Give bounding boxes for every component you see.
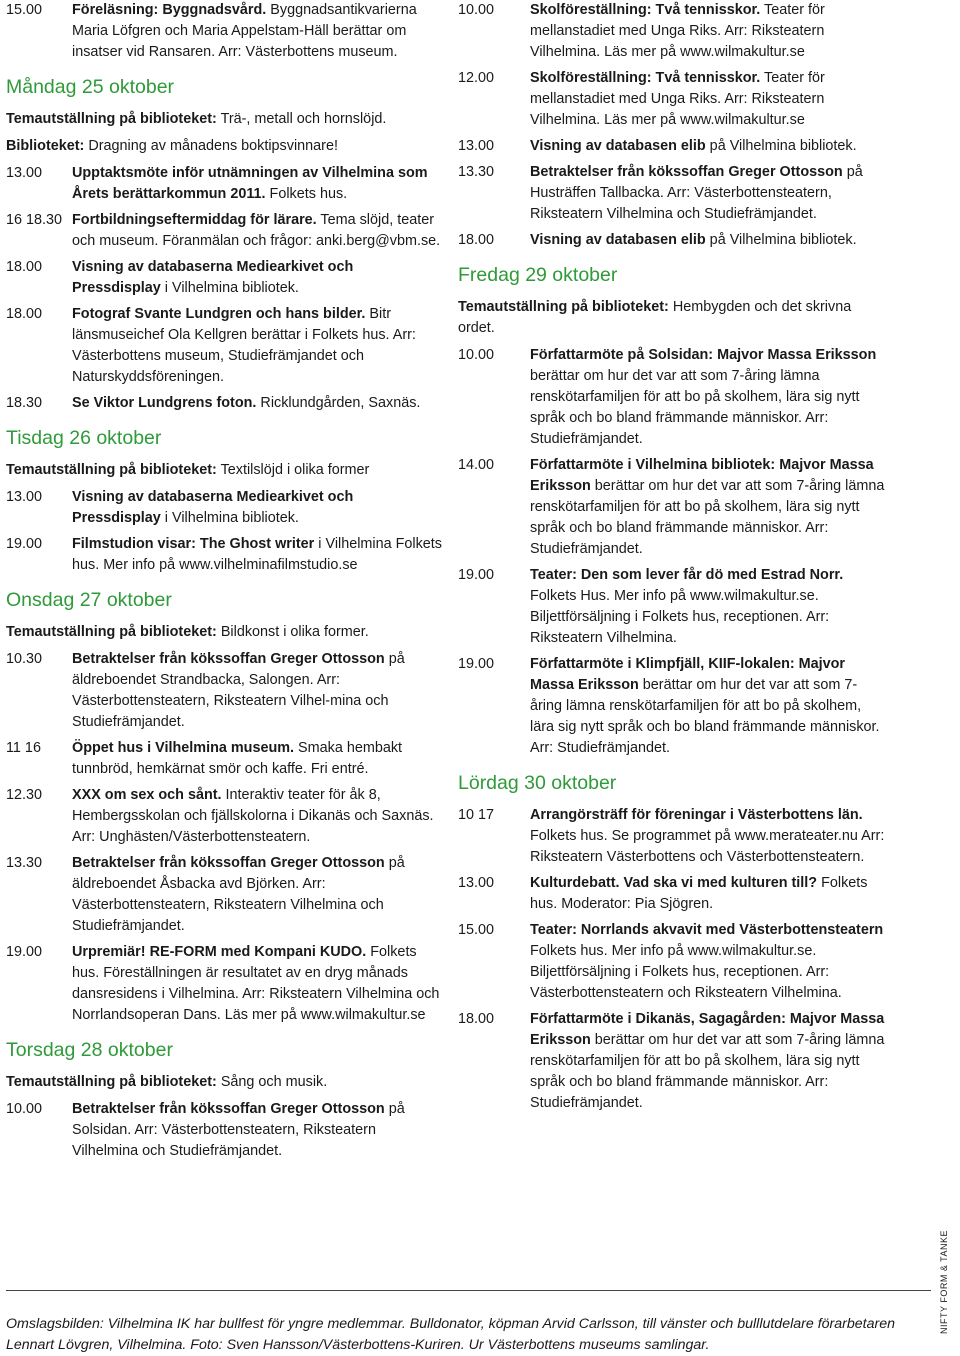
event-row [458,654,888,759]
event-list-tuesday [6,487,446,576]
event-title: Fotograf Svante Lundgren och hans bilder. [72,306,366,322]
cover-photo-caption: Omslagsbilden: Vilhelmina IK har bullfest för yngre medlemmar. Bulldonator, köpman Arvid Carlsson, till vänster och bulllutdelare förarbetaren Lennart Lövgren, Vilhelmina. Foto: Sven Hansson/Västerbottens-Kuriren. Ur Västerbottens museums samlingar. [6,1316,895,1354]
event-detail: berättar om hur det var att som 7-åring lämna renskötarfamiljen för att bo på skolhem, lära sig nytt språk och bo bland främmande människor. Arr: Studiefrämjandet. [530,1032,885,1111]
event-description [530,136,888,157]
event-description [72,534,446,576]
event-time: 19.00 [458,656,495,672]
event-description [530,345,888,450]
event-time: 19.00 [6,944,43,960]
event-detail: på Solsidan. Arr: Västerbottensteatern, Riksteatern Vilhelmina och Studiefrämjandet. [72,1101,405,1159]
event-time: 13.00 [458,875,495,891]
event-title: Arrangörsträff för föreningar i Västerbottens län. [530,807,863,823]
event-description [530,68,888,131]
library-note-monday [6,136,446,157]
day-heading-friday: Fredag 29 oktober [458,264,618,286]
event-list-friday [458,345,888,759]
event-description [72,649,446,733]
event-description [72,785,446,848]
event-detail: Teater för mellanstadiet med Unga Riks. Arr: Riksteatern Vilhelmina. Läs mer på www.wilmakultur.se [530,70,825,128]
event-title: Visning av databaserna Mediearkivet och Pressdisplay [72,489,354,526]
event-row [458,873,888,915]
event-title: Upptaktsmöte inför utnämningen av Vilhelmina som Årets berättarkommun 2011. [72,165,428,202]
event-description [530,805,888,868]
day-heading-wednesday: Onsdag 27 oktober [6,589,172,611]
event-time: 10.00 [458,347,495,363]
event-time: 13.00 [458,138,495,154]
event-detail: Folkets Hus. Mer info på www.wilmakultur.se. Biljettförsäljning i Folkets hus, receptionen. Arr: Riksteatern Vilhelmina. [530,588,830,646]
event-description [72,257,446,299]
event-row [458,230,888,251]
theme-exhibition-friday [458,297,888,339]
event-list-saturday [458,805,888,1114]
theme-label: Temautställning på biblioteket: [6,462,217,478]
event-title: Visning av databaserna Mediearkivet och Pressdisplay [72,259,354,296]
event-detail: Folkets hus. [265,186,348,202]
event-detail: Tema slöjd, teater och museum. Föranmälan och frågor: anki.berg@vbm.se. [72,212,441,249]
vertical-brand-text [935,1229,955,1340]
event-time: 13.00 [6,489,43,505]
event-row [6,304,446,388]
event-time: 15.00 [6,2,43,18]
event-description [72,210,446,252]
library-text: Dragning av månadens boktipsvinnare! [84,138,338,154]
event-detail: på äldreboendet Åsbacka avd Björken. Arr: Västerbottensteatern, Riksteatern Vilhelmina och Studiefrämjandet. [72,855,405,934]
event-row [6,393,446,414]
left-column [6,0,446,1167]
event-row [6,210,446,252]
event-description [72,163,446,205]
event-row [6,257,446,299]
event-title: Teater: Norrlands akvavit med Västerbottensteatern [530,922,884,938]
event-title: Teater: Den som lever får dö med Estrad Norr. [530,567,844,583]
event-description [530,0,888,63]
event-description [530,230,888,251]
event-description [530,654,888,759]
event-title: Visning av databasen elib [530,232,706,248]
day-heading-saturday: Lördag 30 oktober [458,772,617,794]
theme-text: Trä-, metall och hornslöjd. [216,111,387,127]
event-time: 18.30 [6,395,43,411]
theme-exhibition-monday [6,109,446,130]
event-description [530,565,888,649]
event-time: 10.00 [458,2,495,18]
brand-label: NIFTY FORM & TANKE [939,1229,949,1334]
event-time: 15.00 [458,922,495,938]
day-heading-monday: Måndag 25 oktober [6,76,175,98]
event-title: Filmstudion visar: The Ghost writer [72,536,315,552]
event-time: 13.30 [458,164,495,180]
event-time: 10.30 [6,651,43,667]
event-detail: berättar om hur det var att som 7-åring lämna renskötarfamiljen för att bo på skolhem, lära sig nytt språk och bo bland främmande människor. Arr: Studiefrämjandet. [530,478,885,557]
event-time: 14.00 [458,457,495,473]
event-row [6,534,446,576]
event-time: 13.00 [6,165,43,181]
theme-label: Temautställning på biblioteket: [6,624,217,640]
event-row [458,1009,888,1114]
theme-label: Temautställning på biblioteket: [6,111,217,127]
event-title: Visning av databasen elib [530,138,706,154]
event-row [6,649,446,733]
event-title: Öppet hus i Vilhelmina museum. [72,740,295,756]
event-row [458,345,888,450]
event-description [530,1009,888,1114]
event-description [530,873,888,915]
event-detail: berättar om hur det var att som 7-åring lämna renskötarfamiljen för att bo på skolhem, lära sig nytt språk och bo bland främmande människor. Arr: Studiefrämjandet. [530,677,880,756]
event-description [72,304,446,388]
event-title: Betraktelser från kökssoffan Greger Ottosson [530,164,843,180]
event-detail: Folkets hus. Mer info på www.wilmakultur.se. Biljettförsäljning i Folkets hus, receptionen. Arr: Västerbottensteatern och Riksteatern Vilhelmina. [530,943,842,1001]
event-description [72,738,446,780]
event-detail: Bitr länsmuseichef Ola Kellgren berättar i Folkets hus. Arr: Västerbottens museum, Studiefrämjandet och Naturskyddsföreningen. [72,306,416,385]
event-row [6,487,446,529]
event-time: 12.30 [6,787,43,803]
event-detail: Teater för mellanstadiet med Unga Riks. Arr: Riksteatern Vilhelmina. Läs mer på www.wilmakultur.se [530,2,825,60]
event-description [530,920,888,1004]
event-row [458,805,888,868]
event-row [6,942,446,1026]
right-column [458,0,888,1119]
event-detail: på Vilhelmina bibliotek. [705,138,857,154]
event-description [72,1099,446,1162]
event-row [458,136,888,157]
event-detail: Folkets hus. Se programmet på www.merateater.nu Arr: Riksteatern Västerbottens och Västerbottensteatern. [530,828,885,865]
event-title: XXX om sex och sånt. [72,787,222,803]
theme-exhibition-tuesday [6,460,446,481]
event-time: 18.00 [6,259,43,275]
event-row [6,785,446,848]
event-row [6,738,446,780]
event-list-thursday [6,1099,446,1162]
event-title: Fortbildningseftermiddag för lärare. [72,212,317,228]
footer-divider [6,1290,931,1291]
event-detail: berättar om hur det var att som 7-åring lämna renskötarfamiljen för att bo på skolhem, lära sig nytt språk och bo bland främmande människor. Arr: Studiefrämjandet. [530,368,860,447]
event-row [6,853,446,937]
event-description [72,487,446,529]
event-row [458,162,888,225]
event-time: 18.00 [458,232,495,248]
event-detail: Folkets hus. Moderator: Pia Sjögren. [530,875,868,912]
event-title: Urpremiär! RE-FORM med Kompani KUDO. [72,944,367,960]
event-description [72,942,446,1026]
event-title: Skolföreställning: Två tennisskor. [530,2,761,18]
event-time: 19.00 [6,536,43,552]
event-list-monday [6,163,446,414]
event-time: 18.00 [458,1011,495,1027]
event-row [6,1099,446,1162]
event-detail: på äldreboendet Strandbacka, Salongen. Arr: Västerbottensteatern, Riksteatern Vilhel-mina och Studiefrämjandet. [72,651,405,730]
event-detail: på Vilhelmina bibliotek. [705,232,857,248]
event-detail: Smaka hembakt tunnbröd, hemkärnat smör och kaffe. Fri entré. [72,740,403,777]
event-title: Föreläsning: Byggnadsvård. [72,2,267,18]
event-title: Författarmöte på Solsidan: Majvor Massa Eriksson [530,347,877,363]
event-title: Se Viktor Lundgrens foton. [72,395,257,411]
event-row [6,163,446,205]
event-time: 10 17 [458,807,495,823]
event-row [458,455,888,560]
theme-label: Temautställning på biblioteket: [6,1074,217,1090]
event-time: 16 18.30 [6,212,63,228]
event-description [530,162,888,225]
day-heading-thursday: Torsdag 28 oktober [6,1039,173,1061]
event-detail: på Husträffen Tallbacka. Arr: Västerbottensteatern, Riksteatern Vilhelmina och Studiefrämjandet. [530,164,863,222]
event-detail: i Vilhelmina Folkets hus. Mer info på www.vilhelminafilmstudio.se [72,536,442,573]
event-title: Kulturdebatt. Vad ska vi med kulturen till? [530,875,818,891]
event-description [530,455,888,560]
event-detail: Interaktiv teater för åk 8, Hembergsskolan och fjällskolorna i Dikanäs och Saxnäs. Arr: Unghästen/Västerbottensteatern. [72,787,434,845]
event-time: 11 16 [6,740,41,756]
theme-text: Hembygden och det skrivna ordet. [458,299,852,336]
event-title: Betraktelser från kökssoffan Greger Ottosson [72,1101,385,1117]
theme-text: Textilslöjd i olika former [216,462,370,478]
event-detail: i Vilhelmina bibliotek. [160,280,299,296]
event-row [458,920,888,1004]
event-title: Författarmöte i Klimpfjäll, KIIF-lokalen: Majvor Massa Eriksson [530,656,846,693]
event-title: Betraktelser från kökssoffan Greger Ottosson [72,855,385,871]
event-detail: Ricklundgården, Saxnäs. [256,395,421,411]
event-detail: Folkets hus. Föreställningen är resultatet av en dryg månads dansresidens i Vilhelmina. Arr: Riksteatern Vilhelmina och Norrlandsoperan Dans. Läs mer på www.wilmakultur.se [72,944,440,1023]
event-title: Författarmöte i Dikanäs, Sagagården: Majvor Massa Eriksson [530,1011,885,1048]
event-description [72,393,446,414]
event-title: Betraktelser från kökssoffan Greger Ottosson [72,651,385,667]
library-label: Biblioteket: [6,138,85,154]
event-row [6,0,446,63]
event-time: 10.00 [6,1101,43,1117]
event-list-thursday-continued [458,0,888,251]
theme-label: Temautställning på biblioteket: [458,299,669,315]
event-row [458,0,888,63]
event-description [72,853,446,937]
theme-exhibition-thursday [6,1072,446,1093]
event-detail: i Vilhelmina bibliotek. [160,510,299,526]
event-row [458,68,888,131]
event-description [72,0,446,63]
event-list-wednesday [6,649,446,1026]
theme-text: Sång och musik. [216,1074,328,1090]
day-heading-tuesday: Tisdag 26 oktober [6,427,162,449]
theme-text: Bildkonst i olika former. [216,624,369,640]
event-title: Författarmöte i Vilhelmina bibliotek: Majvor Massa Eriksson [530,457,874,494]
theme-exhibition-wednesday [6,622,446,643]
event-time: 13.30 [6,855,43,871]
event-time: 19.00 [458,567,495,583]
event-title: Skolföreställning: Två tennisskor. [530,70,761,86]
event-detail: Byggnadsantikvarierna Maria Löfgren och Maria Appelstam-Häll berättar om insatser vid Ransaren. Arr: Västerbottens museum. [72,2,417,60]
event-row [458,565,888,649]
event-time: 18.00 [6,306,43,322]
event-time: 12.00 [458,70,495,86]
